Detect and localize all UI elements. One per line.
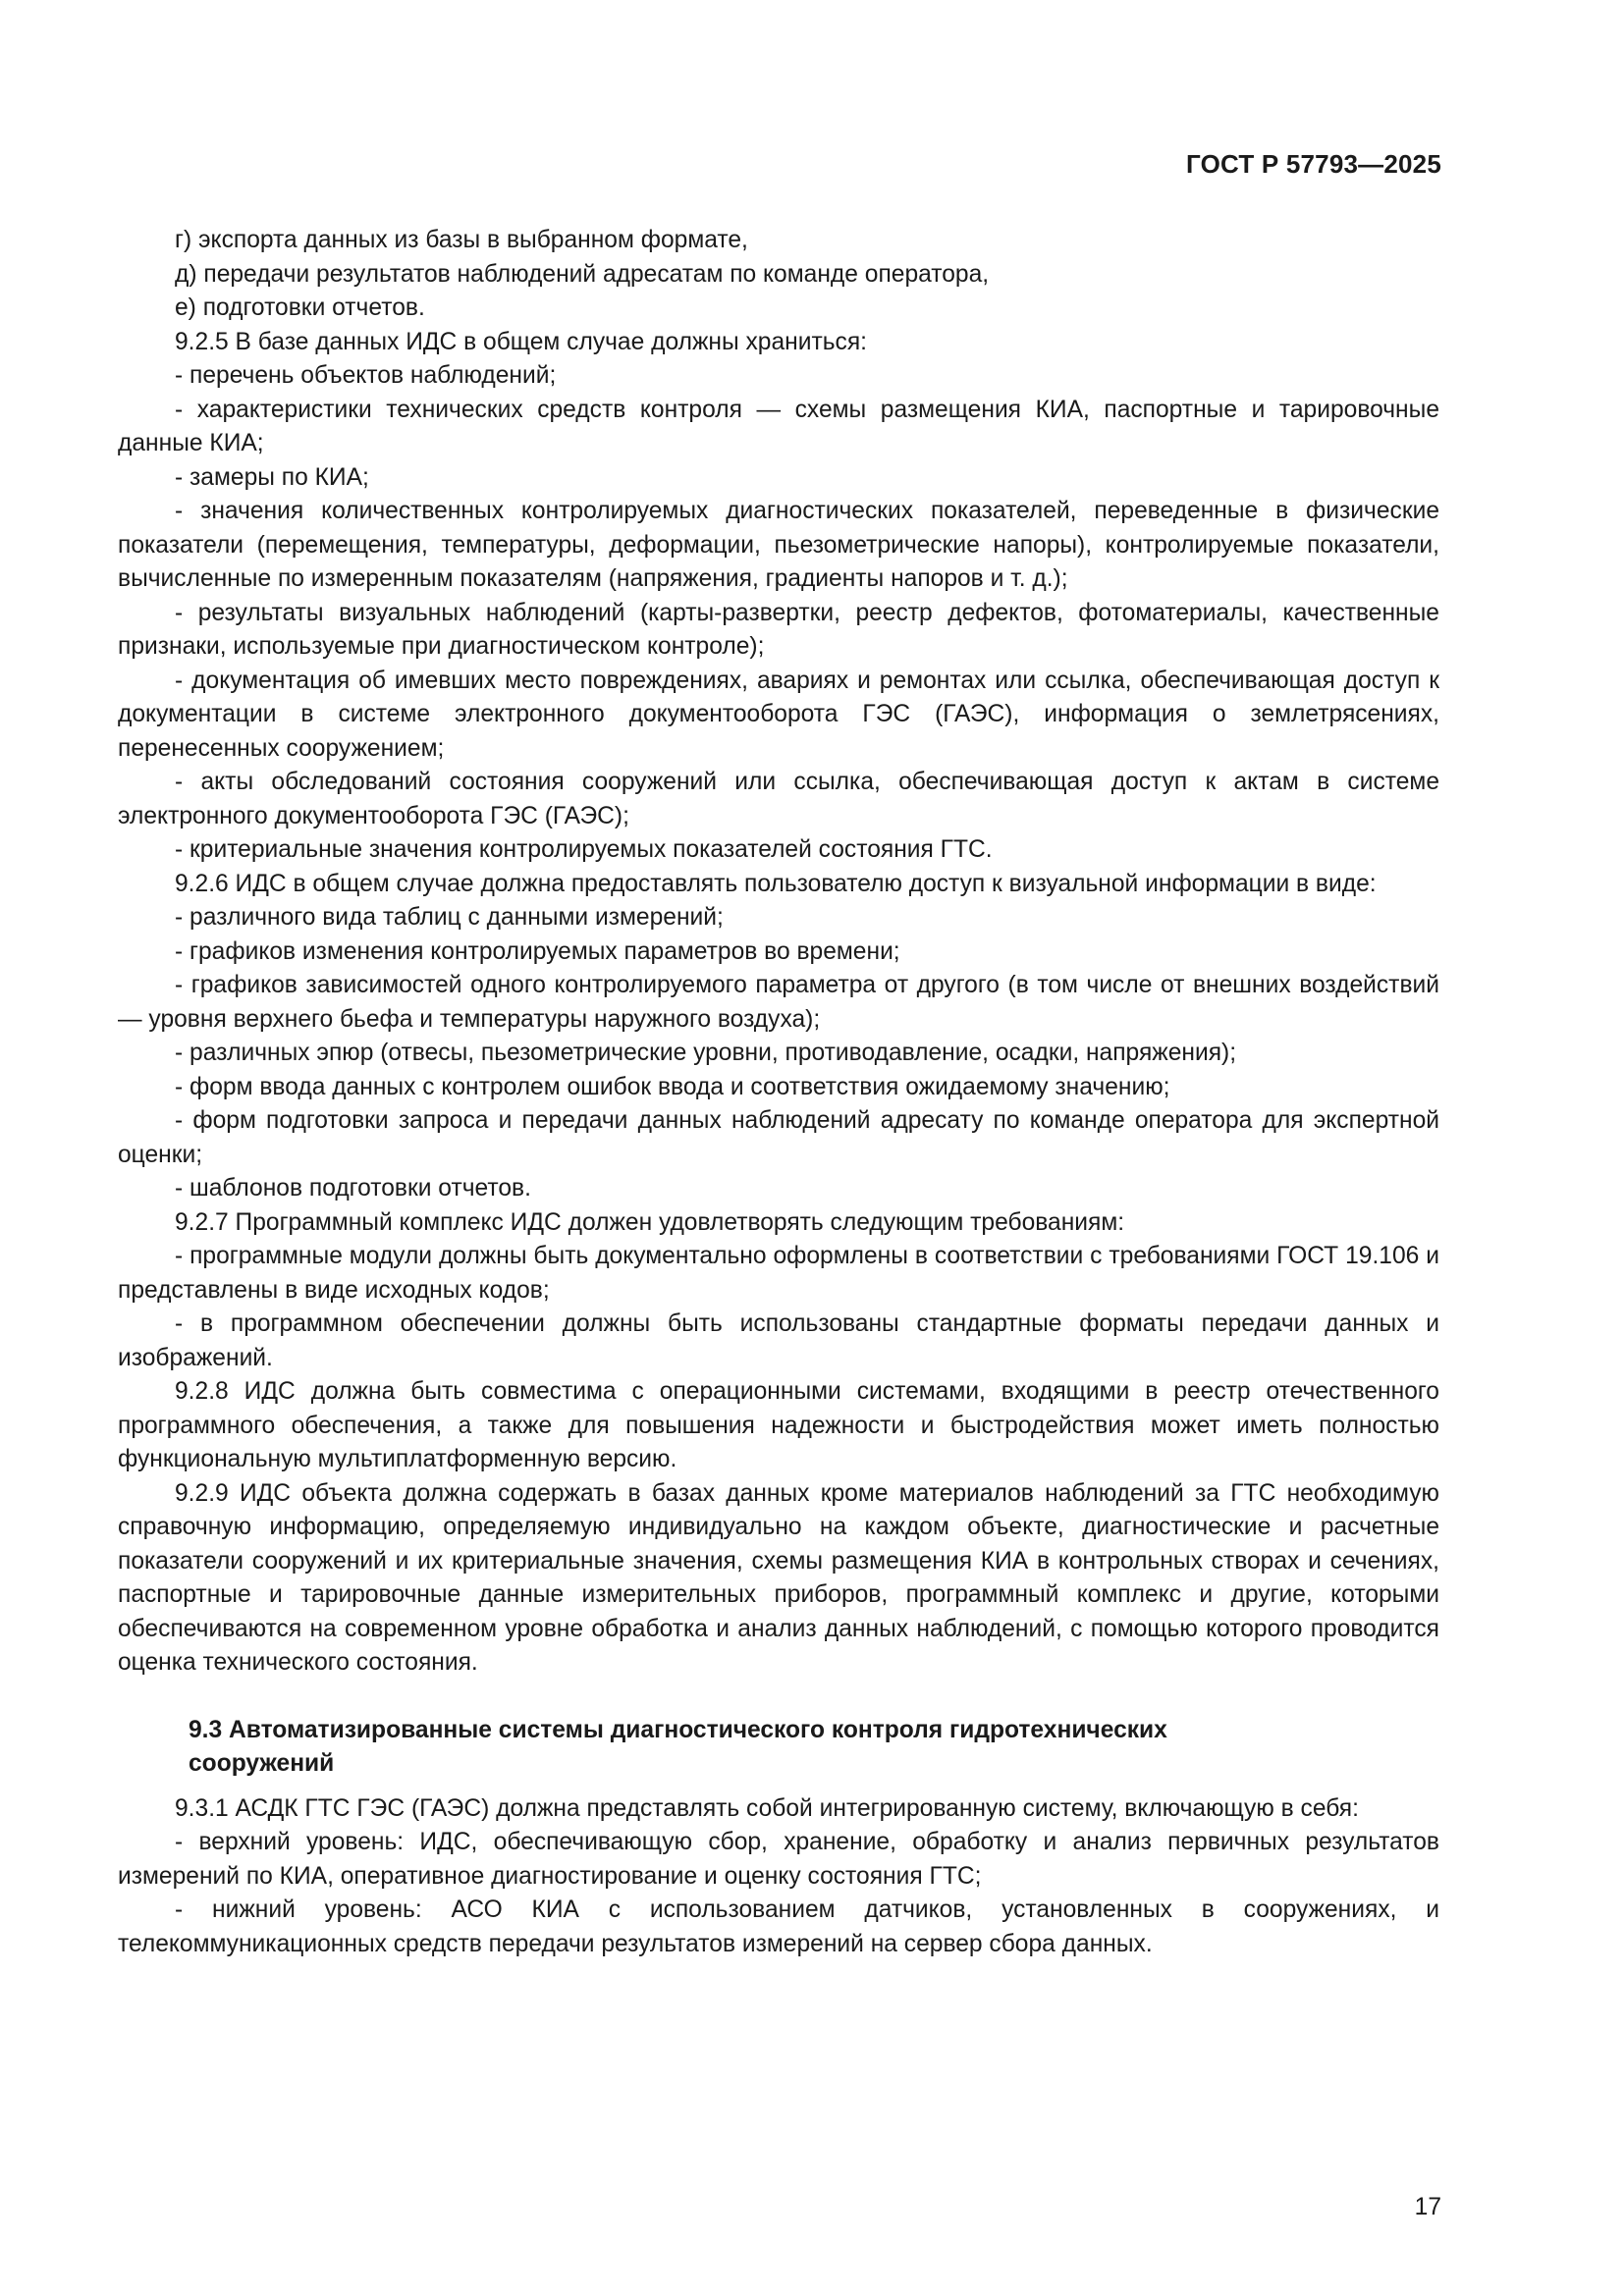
section-heading-line: сооружений xyxy=(189,1749,335,1777)
page-body xyxy=(118,224,1439,1961)
paragraph: - форм подготовки запроса и передачи данных наблюдений адресату по команде оператора для экспертной оценки; xyxy=(118,1107,1439,1168)
paragraph: - характеристики технических средств контроля — схемы размещения КИА, паспортные и тарировочные данные КИА; xyxy=(118,396,1439,456)
paragraph: - программные модули должны быть документально оформлены в соответствии с требованиями ГОСТ 19.106 и представлены в виде исходных кодов; xyxy=(118,1243,1439,1304)
paragraph: - шаблонов подготовки отчетов. xyxy=(175,1175,531,1201)
paragraph: - документация об имевших место повреждениях, авариях и ремонтах или ссылка, обеспечивающая доступ к документации в системе электронного документооборота ГЭС (ГАЭС), информация о землетрясениях, перенесенных сооружением; xyxy=(118,667,1439,762)
paragraph: 9.2.8 ИДС должна быть совместима с операционными системами, входящими в реестр отечественного программного обеспечения, а также для повышения надежности и быстродействия может иметь полностью функциональную мультиплатформенную версию. xyxy=(118,1378,1439,1472)
paragraph: - акты обследований состояния сооружений или ссылка, обеспечивающая доступ к актам в системе электронного документооборота ГЭС (ГАЭС); xyxy=(118,769,1439,829)
paragraph: - перечень объектов наблюдений; xyxy=(175,362,557,389)
paragraph: д) передачи результатов наблюдений адресатам по команде оператора, xyxy=(175,260,990,288)
paragraph: - результаты визуальных наблюдений (карты-развертки, реестр дефектов, фотоматериалы, качественные признаки, используемые при диагностическом контроле); xyxy=(118,599,1439,660)
section-heading-line: 9.3 Автоматизированные системы диагностического контроля гидротехнических xyxy=(189,1716,1167,1743)
paragraph: 9.2.6 ИДС в общем случае должна предоставлять пользователю доступ к визуальной информации в виде: xyxy=(175,870,1377,897)
paragraph: 9.3.1 АСДК ГТС ГЭС (ГАЭС) должна представлять собой интегрированную систему, включающую в себя: xyxy=(175,1794,1359,1822)
paragraph: - в программном обеспечении должны быть использованы стандартные форматы передачи данных и изображений. xyxy=(118,1310,1439,1371)
paragraph: - графиков изменения контролируемых параметров во времени; xyxy=(175,937,900,965)
paragraph: - нижний уровень: АСО КИА с использованием датчиков, установленных в сооружениях, и телекоммуникационных средств передачи результатов измерений на сервер сбора данных. xyxy=(118,1896,1439,1957)
paragraph: - замеры по КИА; xyxy=(175,463,369,491)
paragraph: 9.2.5 В базе данных ИДС в общем случае должны храниться: xyxy=(175,328,867,355)
document-id: ГОСТ Р 57793—2025 xyxy=(1186,149,1441,179)
page-number: 17 xyxy=(1414,2194,1441,2220)
paragraph: - различного вида таблиц с данными измерений; xyxy=(175,904,724,931)
paragraph: 9.2.9 ИДС объекта должна содержать в базах данных кроме материалов наблюдений за ГТС необходимую справочную информацию, определяемую индивидуально на каждом объекте, диагностические и расчетные показатели сооружений и их критериальные значения, схемы размещения КИА в контрольных створах и сечениях, паспортные и тарировочные данные измерительных приборов, программный комплекс и другие, которыми обеспечиваются на современном уровне обработка и анализ данных наблюдений, с помощью которого проводится оценка технического состояния. xyxy=(118,1479,1439,1676)
paragraph: - различных эпюр (отвесы, пьезометрические уровни, противодавление, осадки, напряжения); xyxy=(175,1040,1237,1066)
paragraph: - форм ввода данных с контролем ошибок ввода и соответствия ожидаемому значению; xyxy=(175,1073,1170,1100)
paragraph: - значения количественных контролируемых диагностических показателей, переведенные в физические показатели (перемещения, температуры, деформации, пьезометрические напоры), контролируемые показатели, вычисленные по измеренным показателям (напряжения, градиенты напоров и т. д.); xyxy=(118,498,1439,592)
paragraph: е) подготовки отчетов. xyxy=(175,294,425,321)
paragraph: - критериальные значения контролируемых показателей состояния ГТС. xyxy=(175,836,993,863)
section-heading xyxy=(118,1714,1439,1781)
paragraph: 9.2.7 Программный комплекс ИДС должен удовлетворять следующим требованиям: xyxy=(175,1208,1125,1236)
paragraph: г) экспорта данных из базы в выбранном формате, xyxy=(175,227,748,253)
paragraph: - верхний уровень: ИДС, обеспечивающую сбор, хранение, обработку и анализ первичных результатов измерений по КИА, оперативное диагностирование и оценку состояния ГТС; xyxy=(118,1829,1439,1890)
paragraph: - графиков зависимостей одного контролируемого параметра от другого (в том числе от внешних воздействий — уровня верхнего бьефа и температуры наружного воздуха); xyxy=(118,972,1439,1033)
